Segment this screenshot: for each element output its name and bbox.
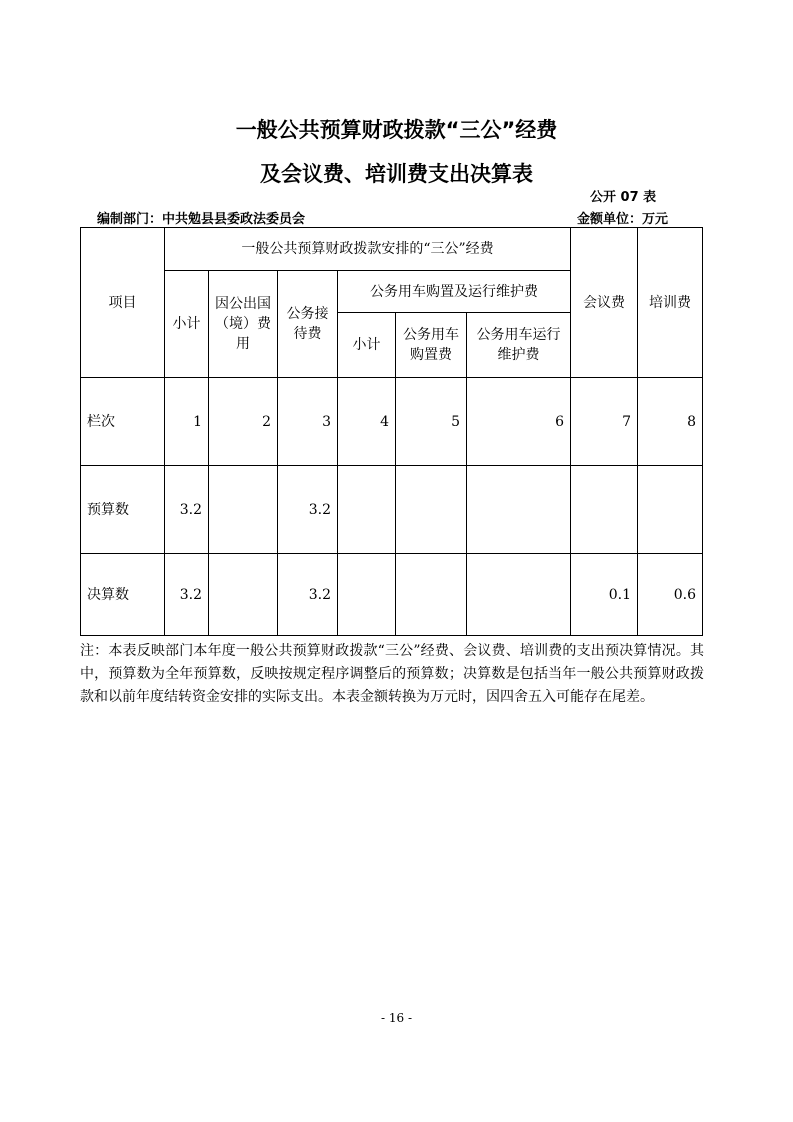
table-cell <box>467 554 571 636</box>
header-reception: 公务接待费 <box>278 271 338 378</box>
header-training: 培训费 <box>638 228 703 378</box>
header-item: 项目 <box>81 228 165 378</box>
table-row <box>81 554 703 636</box>
table-cell <box>571 466 638 554</box>
table-cell: 6 <box>467 378 571 466</box>
table-cell: 3.2 <box>278 554 338 636</box>
header-abroad: 因公出国（境）费用 <box>209 271 278 378</box>
expense-table <box>80 227 703 636</box>
table-cell <box>209 554 278 636</box>
row-label: 栏次 <box>81 378 165 466</box>
table-cell: 2 <box>209 378 278 466</box>
table-row <box>81 378 703 466</box>
table-cell <box>209 466 278 554</box>
department-label: 编制部门：中共勉县县委政法委员会 <box>97 212 306 227</box>
table-cell: 7 <box>571 378 638 466</box>
form-number: 公开 07 表 <box>590 190 657 205</box>
header-vehicle-group: 公务用车购置及运行维护费 <box>338 271 571 313</box>
page-title: 一般公共预算财政拨款“三公”经费 <box>235 118 558 142</box>
table-cell <box>338 554 396 636</box>
row-label: 预算数 <box>81 466 165 554</box>
header-meeting: 会议费 <box>571 228 638 378</box>
page-subtitle: 及会议费、培训费支出决算表 <box>260 162 533 186</box>
table-row <box>81 466 703 554</box>
page-number: - 16 - <box>380 1011 412 1025</box>
table-note: 注：本表反映部门本年度一般公共预算财政拨款“三公”经费、会议费、培训费的支出预决算情况。其中，预算数为全年预算数，反映按规定程序调整后的预算数；决算数是包括当年一般公共预算财政拨款和以前年度结转资金安排的实际支出。本表金额转换为万元时，因四舍五入可能存在尾差。 <box>80 643 704 705</box>
table-cell: 0.1 <box>571 554 638 636</box>
table-cell <box>396 466 467 554</box>
table-cell <box>638 466 703 554</box>
table-cell: 3.2 <box>165 554 209 636</box>
table-cell: 5 <box>396 378 467 466</box>
table-cell: 4 <box>338 378 396 466</box>
header-vehicle-subtotal: 小计 <box>338 313 396 378</box>
table-cell <box>338 466 396 554</box>
row-label: 决算数 <box>81 554 165 636</box>
header-vehicle-purchase: 公务用车购置费 <box>396 313 467 378</box>
table-cell: 8 <box>638 378 703 466</box>
table-cell <box>396 554 467 636</box>
header-three-public: 一般公共预算财政拨款安排的“三公”经费 <box>165 228 571 271</box>
header-subtotal: 小计 <box>165 271 209 378</box>
table-cell: 3.2 <box>278 466 338 554</box>
table-cell: 3 <box>278 378 338 466</box>
header-vehicle-operation: 公务用车运行维护费 <box>467 313 571 378</box>
table-cell: 3.2 <box>165 466 209 554</box>
unit-label: 金额单位：万元 <box>577 212 669 227</box>
table-cell: 1 <box>165 378 209 466</box>
table-cell: 0.6 <box>638 554 703 636</box>
table-cell <box>467 466 571 554</box>
